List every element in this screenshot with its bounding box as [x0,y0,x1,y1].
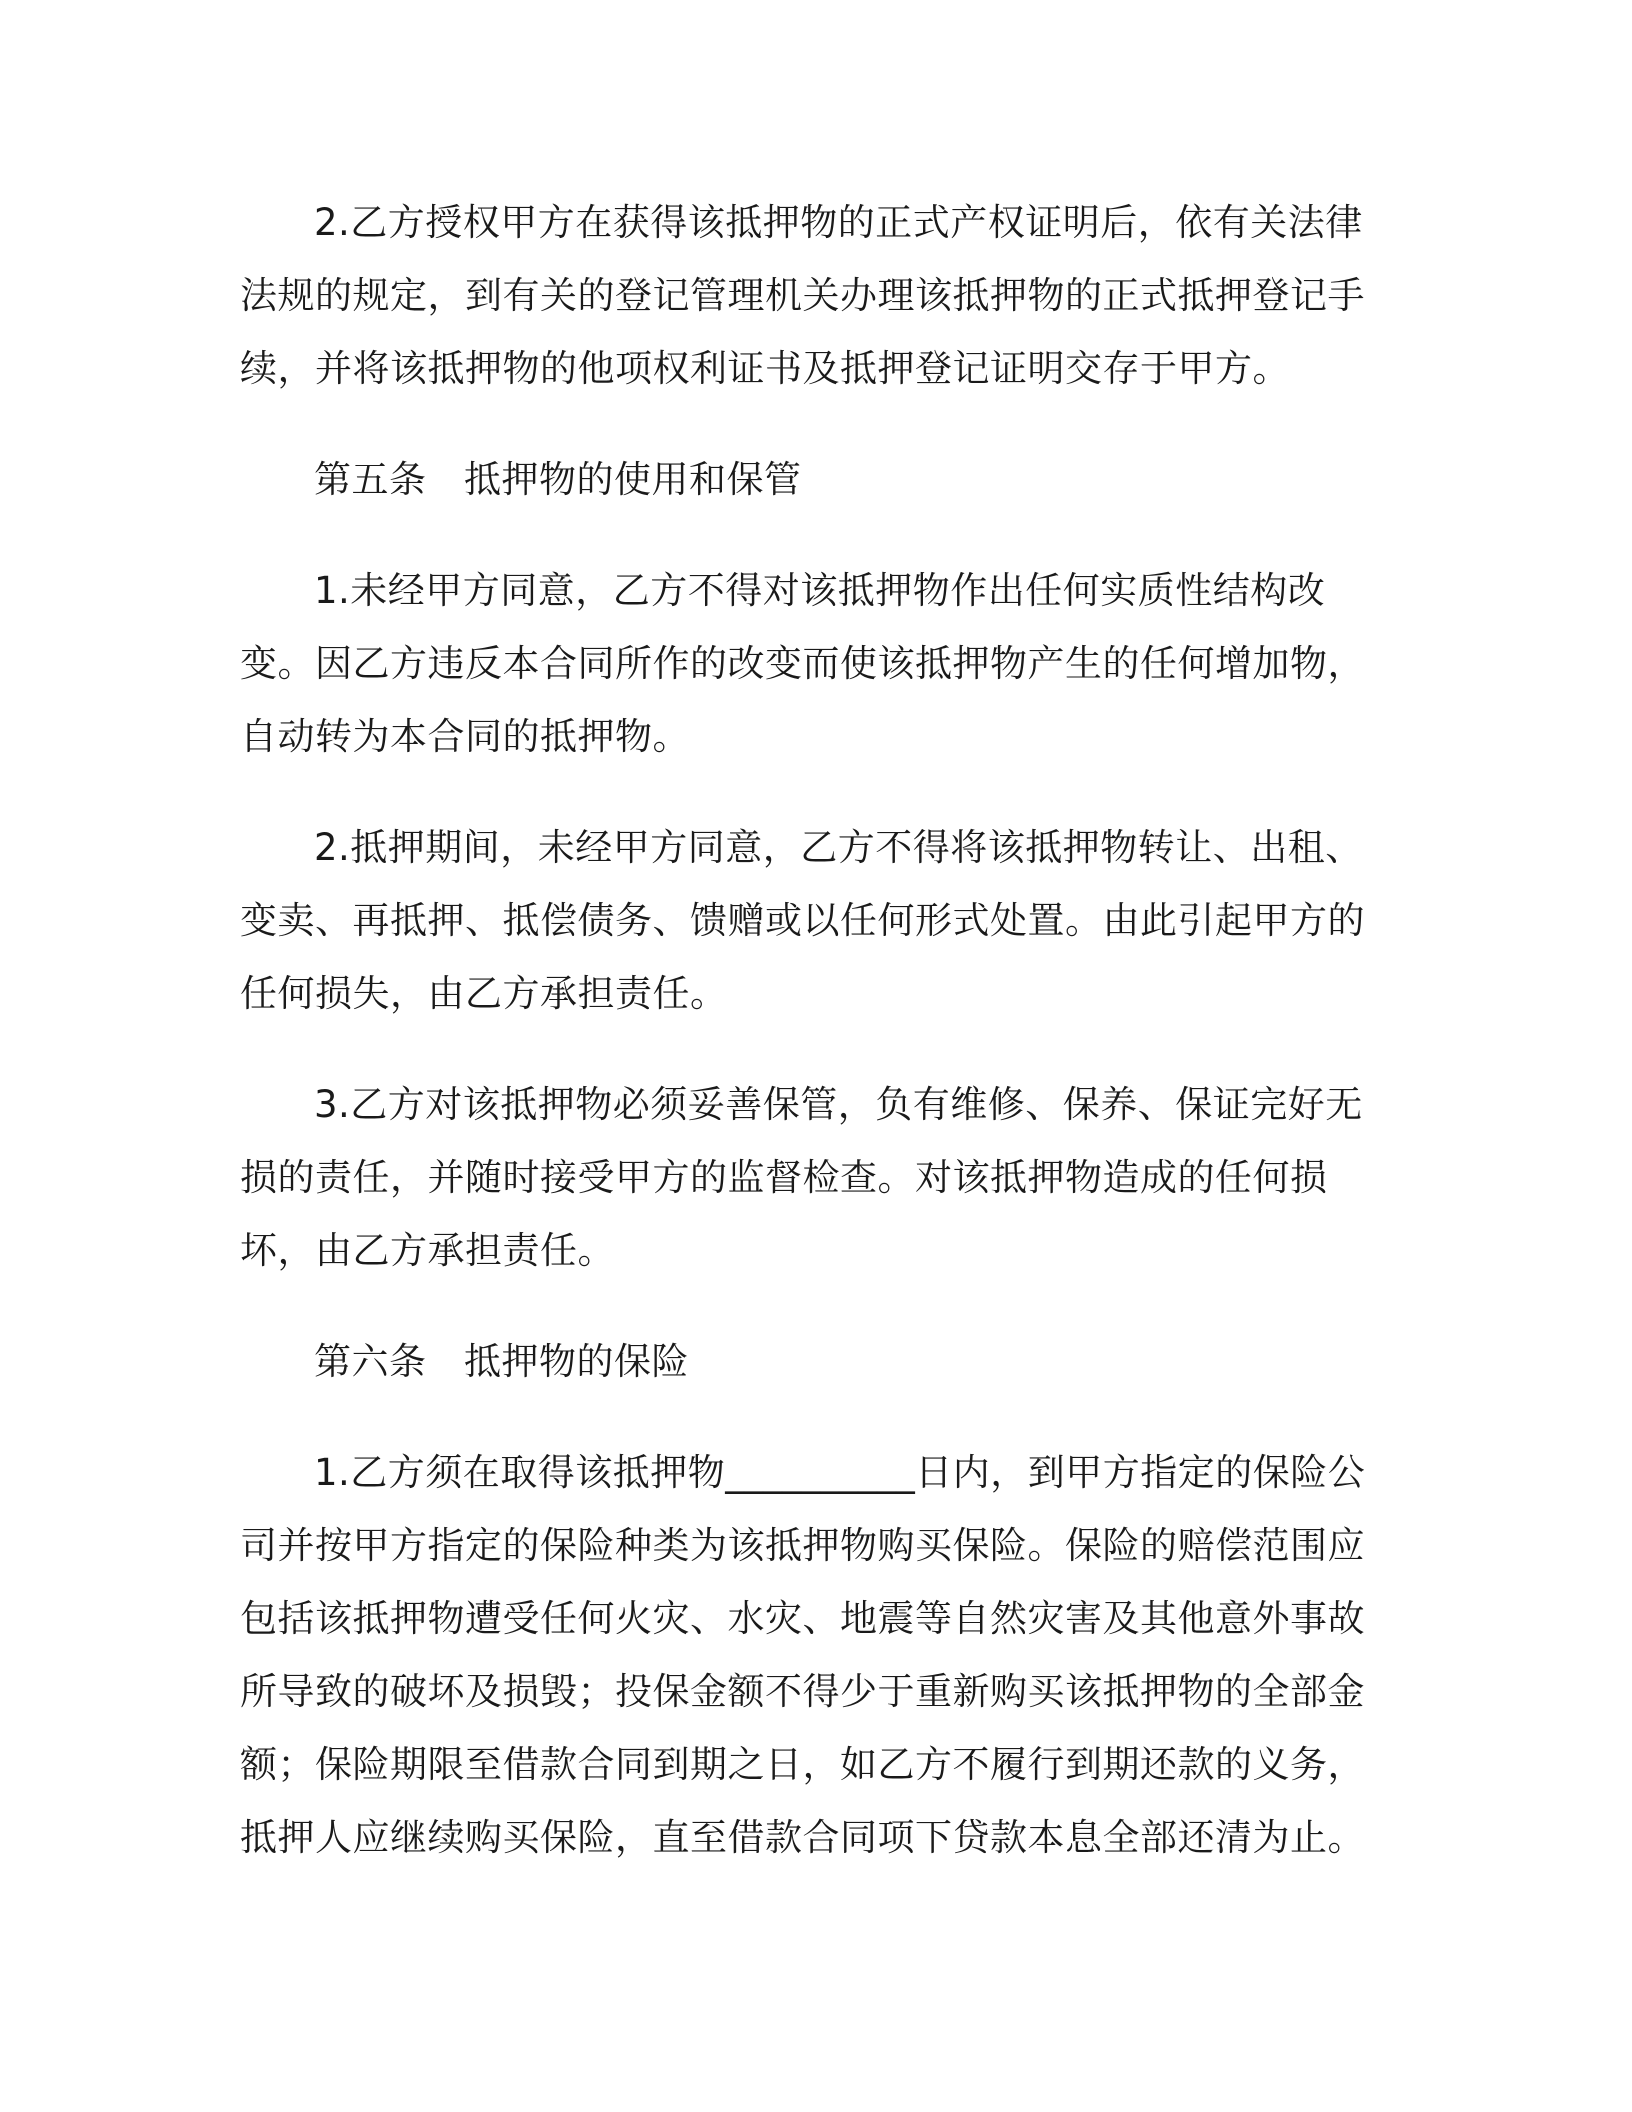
article5-item2: 2.抵押期间，未经甲方同意，乙方不得将该抵押物转让、出租、变卖、再抵押、抵偿债务、馈赠或以任何形式处置。由此引起甲方的任何损失，由乙方承担责任。 [240,826,1365,1015]
article6-heading: 第六条 抵押物的保险 [314,1340,689,1383]
article5-heading: 第五条 抵押物的使用和保管 [314,458,802,501]
article5-item3: 3.乙方对该抵押物必须妥善保管，负有维修、保养、保证完好无损的责任，并随时接受甲方的监督检查。对该抵押物造成的任何损坏，由乙方承担责任。 [240,1083,1363,1272]
article6-item1: 1.乙方须在取得该抵押物__________日内，到甲方指定的保险公司并按甲方指定的保险种类为该抵押物购买保险。保险的赔偿范围应包括该抵押物遭受任何火灾、水灾、地震等自然灾害及其他意外事故所导致的破坏及损毁；投保金额不得少于重新购买该抵押物的全部金额；保险期限至借款合同到期之日，如乙方不履行到期还款的义务，抵押人应继续购买保险，直至借款合同项下贷款本息全部还清为止。 [240,1451,1366,1859]
article4-item2: 2.乙方授权甲方在获得该抵押物的正式产权证明后，依有关法律法规的规定，到有关的登记管理机关办理该抵押物的正式抵押登记手续，并将该抵押物的他项权利证书及抵押登记证明交存于甲方。 [240,201,1365,390]
article5-item1: 1.未经甲方同意，乙方不得对该抵押物作出任何实质性结构改变。因乙方违反本合同所作的改变而使该抵押物产生的任何增加物，自动转为本合同的抵押物。 [240,569,1365,758]
document-body [240,186,1390,1912]
